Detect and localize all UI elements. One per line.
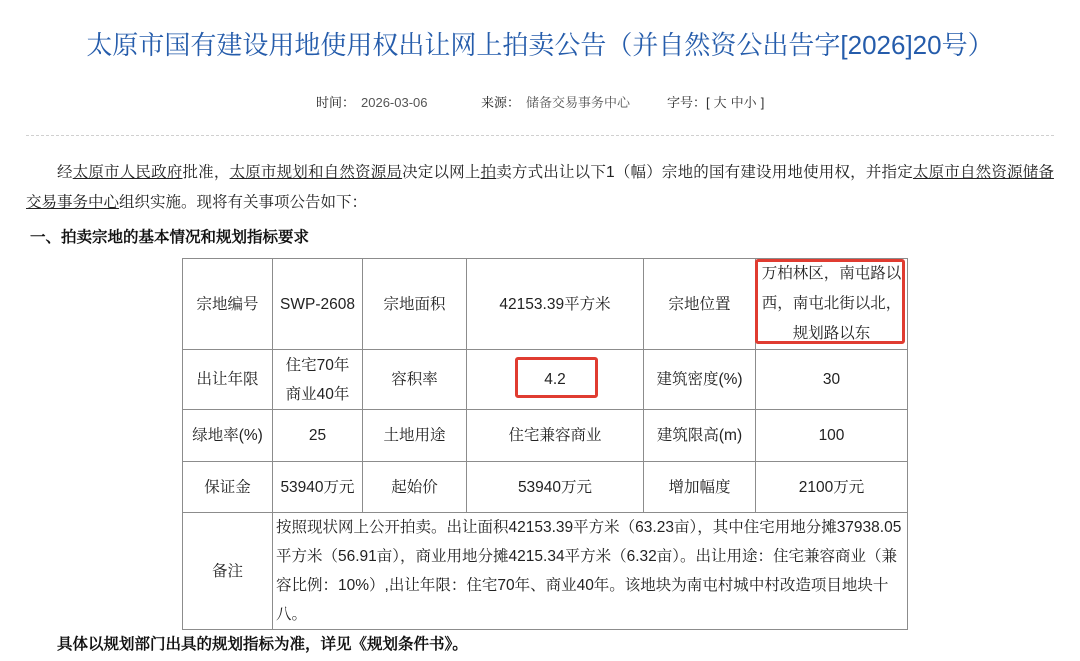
source-label: 来源：	[481, 95, 521, 110]
term-label: 出让年限	[183, 350, 273, 410]
time-value: 2026-03-06	[361, 95, 428, 110]
intro-text: 组织实施。现将有关事项公告如下：	[119, 194, 368, 211]
keyword-link-reserve-center[interactable]: 太原市自然资源储备交易事务中心	[26, 164, 1054, 211]
keyword-link-planning-bureau[interactable]: 太原市规划和自然资源局	[229, 164, 403, 181]
footer-note: 具体以规划部门出具的规划指标为准，详见《规划条件书》。	[57, 636, 468, 653]
far-value: 4.2	[467, 350, 644, 410]
area-value: 42153.39平方米	[467, 259, 644, 350]
source-value: 储备交易事务中心	[526, 95, 631, 110]
height-label: 建筑限高(m)	[644, 410, 756, 462]
font-size-bracket-close: ]	[760, 95, 765, 110]
intro-text: 卖方式出让以下1（幅）宗地的国有建设用地使用权，并指定	[496, 164, 913, 181]
table-row	[183, 513, 908, 630]
green-label: 绿地率(%)	[183, 410, 273, 462]
green-value: 25	[273, 410, 363, 462]
table-row	[183, 462, 908, 513]
height-value: 100	[756, 410, 908, 462]
meta-time	[316, 94, 428, 112]
location-value: 万柏林区，南屯路以西，南屯北街以北，规划路以东	[756, 259, 908, 350]
intro-paragraph	[26, 158, 1054, 218]
density-label: 建筑密度(%)	[644, 350, 756, 410]
font-size-medium-button[interactable]: 中	[730, 95, 744, 110]
increment-label: 增加幅度	[644, 462, 756, 513]
keyword-link-city-government[interactable]: 太原市人民政府	[72, 164, 183, 181]
use-value: 住宅兼容商业	[467, 410, 644, 462]
keyword-link-auction[interactable]: 拍	[480, 164, 497, 181]
far-label: 容积率	[363, 350, 467, 410]
start-price-label: 起始价	[363, 462, 467, 513]
font-size-small-button[interactable]: 小	[743, 95, 757, 110]
time-label: 时间：	[316, 95, 356, 110]
land-info-table	[182, 258, 908, 630]
remark-value: 按照现状网上公开拍卖。出让面积42153.39平方米（63.23亩），其中住宅用地分摊37938.05平方米（56.91亩），商业用地分摊4215.34平方米（6.32亩）。出让用途：住宅兼容商业（兼容比例：10%）,出让年限：住宅70年、商业40年。该地块为南屯村城中村改造项目地块十八。	[273, 513, 908, 630]
area-label: 宗地面积	[363, 259, 467, 350]
table-row	[183, 259, 908, 350]
location-label: 宗地位置	[644, 259, 756, 350]
remark-label: 备注	[183, 513, 273, 630]
meta-font-size	[667, 94, 764, 112]
dashed-divider	[26, 135, 1054, 136]
table-row	[183, 350, 908, 410]
parcel-no-value: SWP-2608	[273, 259, 363, 350]
intro-text: 经	[57, 164, 73, 181]
density-value: 30	[756, 350, 908, 410]
meta-source	[481, 94, 630, 112]
use-label: 土地用途	[363, 410, 467, 462]
font-size-bracket-open: [	[706, 95, 710, 110]
term-residential: 住宅70年	[285, 356, 350, 374]
intro-text: 决定以网上	[402, 164, 481, 181]
font-size-large-button[interactable]: 大	[713, 95, 727, 110]
increment-value: 2100万元	[756, 462, 908, 513]
section-heading: 一、拍卖宗地的基本情况和规划指标要求	[30, 229, 310, 246]
page-title: 太原市国有建设用地使用权出让网上拍卖公告（并自然资公出告字[2026]20号）	[86, 30, 994, 60]
table-row	[183, 410, 908, 462]
start-price-value: 53940万元	[467, 462, 644, 513]
intro-text: 批准，	[182, 164, 230, 181]
term-value	[273, 350, 363, 410]
parcel-no-label: 宗地编号	[183, 259, 273, 350]
term-commercial: 商业40年	[285, 385, 350, 403]
font-size-label: 字号：	[667, 95, 707, 110]
deposit-label: 保证金	[183, 462, 273, 513]
deposit-value: 53940万元	[273, 462, 363, 513]
